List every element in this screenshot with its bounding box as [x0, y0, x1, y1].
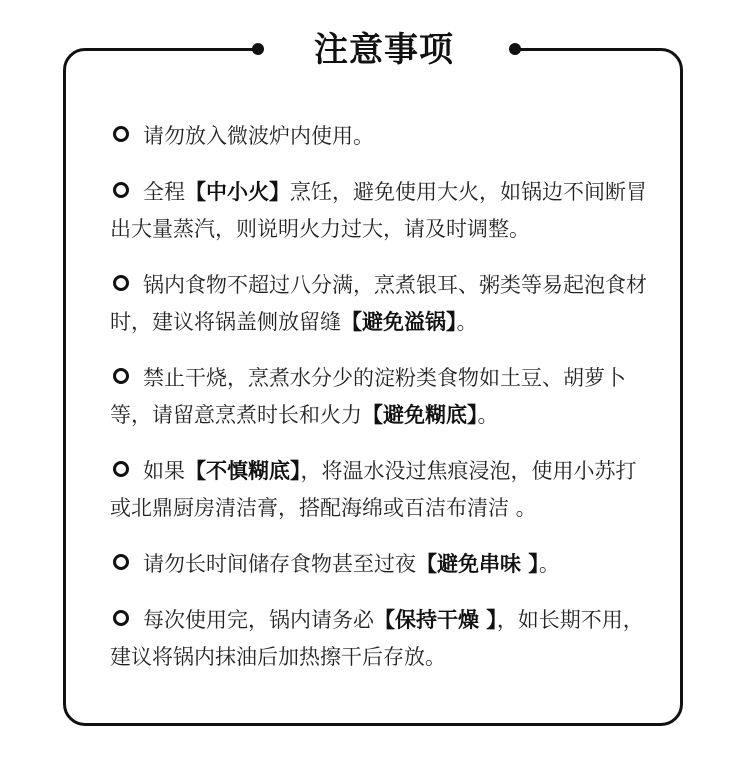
notice-highlight: 【不慎糊底】	[185, 459, 301, 483]
notice-text: 请勿放入微波炉内使用。	[143, 124, 374, 148]
notice-item-2	[110, 174, 650, 248]
circle-bullet-icon	[113, 554, 129, 570]
notice-item-5	[110, 453, 650, 527]
notice-item-7	[110, 602, 650, 676]
notice-text: 如果	[143, 459, 185, 483]
notice-text: ，如长期不用，建议将锅内抹油后加热擦干后存放。	[110, 608, 644, 669]
notice-text: 请勿长时间储存食物甚至过夜	[143, 552, 416, 576]
circle-bullet-icon	[113, 275, 129, 291]
notice-text: ，将温水没过焦痕浸泡，使用小苏打或北鼎厨房清洁膏，搭配海绵或百洁布清洁 。	[110, 459, 637, 520]
notice-highlight: 【避免糊底】	[362, 403, 478, 427]
circle-bullet-icon	[113, 461, 129, 477]
notice-highlight: 【避免溢锅】	[341, 310, 457, 334]
title-left-dot	[252, 43, 264, 55]
notice-text: 。	[477, 403, 499, 427]
notice-text: 禁止干烧，烹煮水分少的淀粉类食物如土豆、胡萝卜等，请留意烹煮时长和火力	[110, 366, 626, 427]
notice-text: 每次使用完，锅内请务必	[143, 608, 374, 632]
title-bar	[0, 25, 750, 75]
notice-text: 锅内食物不超过八分满，烹煮银耳、粥类等易起泡食材时，建议将锅盖侧放留缝	[110, 273, 647, 334]
notice-item-3	[110, 267, 650, 341]
notice-highlight: 【中小火】	[185, 180, 290, 204]
title-right-dot	[509, 43, 521, 55]
notice-highlight: 【保持干燥 】	[374, 608, 497, 632]
page-title: 注意事项	[314, 30, 454, 70]
circle-bullet-icon	[113, 368, 129, 384]
circle-bullet-icon	[113, 610, 129, 626]
notice-item-1	[110, 118, 650, 155]
notice-list	[110, 118, 650, 695]
notice-highlight: 【避免串味 】	[416, 552, 539, 576]
circle-bullet-icon	[113, 182, 129, 198]
notice-item-4	[110, 360, 650, 434]
notice-text: 。	[538, 552, 560, 576]
notice-text: 全程	[143, 180, 185, 204]
circle-bullet-icon	[113, 126, 129, 142]
notice-text: 。	[456, 310, 478, 334]
notice-item-6	[110, 546, 650, 583]
notice-text: 烹饪，避免使用大火，如锅边不间断冒出大量蒸汽，则说明火力过大，请及时调整。	[110, 180, 647, 241]
